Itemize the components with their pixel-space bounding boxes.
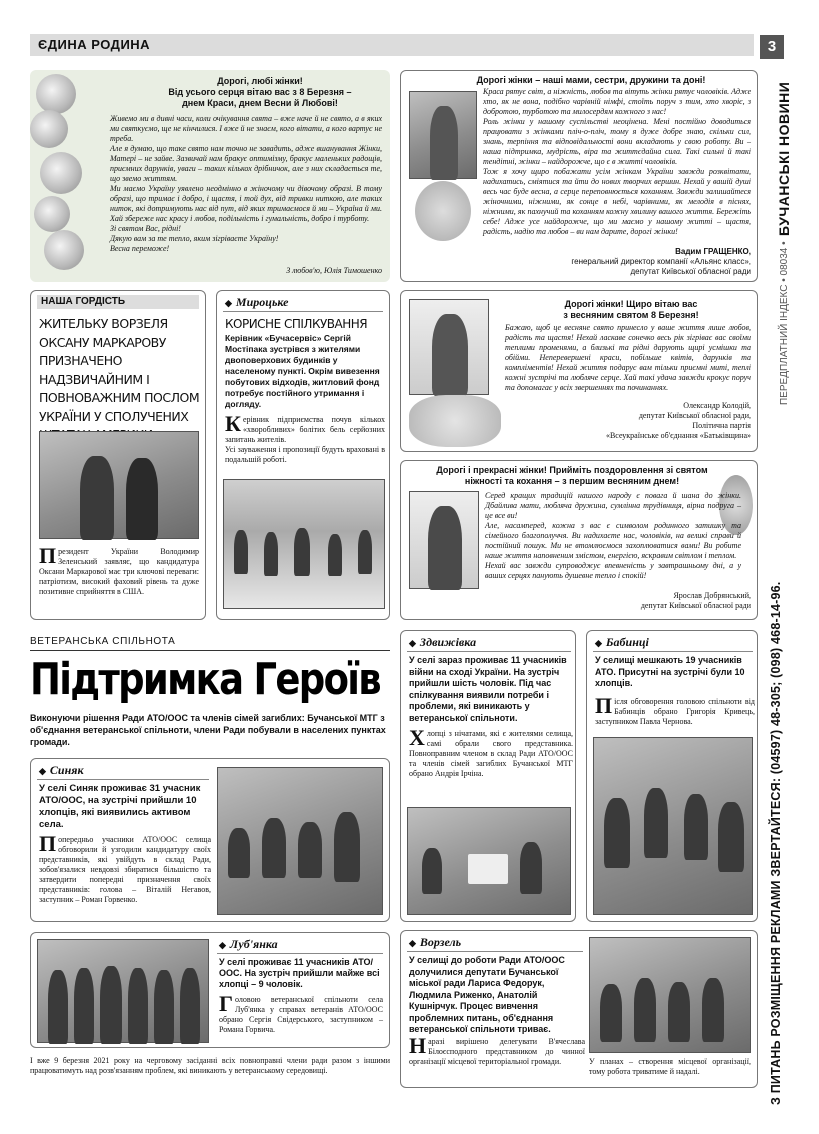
article-body: Попередньо учасники АТО/ООС селища обговорили й узгодили кандидатуру своїх представників, які увійдуть в склад Ради, зобов'язалися невдовзі збиратися більшістю та затвердити попередні призначення своїх представників: голова – Віталій Негавов, заступник – Роман Горвенко. bbox=[39, 831, 211, 904]
article-footer: У планах – створення місцевої організації, тому робота триватиме й надалі. bbox=[589, 1057, 751, 1076]
babyntsi-article bbox=[586, 630, 758, 922]
section-footer-text: І вже 9 березня 2021 року на черговому засіданні всіх повноправні члени ради разом з іншими працюватимуть над розв'язанням проблем, які виникають у ветеранському середовищі. bbox=[30, 1056, 390, 1075]
section-header-bar bbox=[30, 34, 754, 56]
article-body: Хлопці з нічатами, які є жителями селища, самі обрали свого представника. Повноправним членом в склад Ради АТО/ООС та членів сімей загиблих Бучанської МТГ обрано Андрія Ірчіна. bbox=[409, 725, 573, 778]
meeting-photo bbox=[589, 937, 751, 1053]
flower-decoration bbox=[40, 152, 82, 194]
portrait-photo bbox=[409, 299, 489, 395]
section-title: ЄДИНА РОДИНА bbox=[38, 37, 151, 52]
section-headline: Підтримка Героїв bbox=[30, 654, 380, 705]
article-body: Наразі вирішено делегувати В'ячеслава Білоєсподного представником до чинної організації місцевої територіальної громади. bbox=[409, 1033, 585, 1066]
lubyanka-article bbox=[30, 932, 390, 1048]
greeting-title: Дорогі і прекрасні жінки! Прийміть поздоровлення зі святом ніжності та кохання – з першим весняним днем! bbox=[436, 465, 708, 486]
greeting-dobryanskyi bbox=[400, 460, 758, 620]
place-heading: ◆ Бабинці bbox=[595, 635, 649, 650]
divider bbox=[407, 951, 583, 952]
greeting-hrashchenko bbox=[400, 70, 758, 282]
rubric-label: НАША ГОРДІСТЬ bbox=[37, 295, 199, 309]
article-headline: ЖИТЕЛЬКУ ВОРЗЕЛЯ ОКСАНУ МАРКАРОВУ ПРИЗНАЧЕНО НАДЗВИЧАЙНИМ І ПОВНОВАЖНИМ ПОСЛОМ УКРАЇНИ У СПОЛУЧЕНИХ bbox=[39, 316, 200, 424]
greeting-body: Краса рятує світ, а ніжність, любов та вітуть жінки рятує чоловіків. Адже хто, як не вона, подібно чарівній німфі, стоїть поруч з тим, хто хворіє, з добротою, турботою та милосердям кожного з нас! Роль жінки у нашому суспільстві неоцінена. Мені постійно доводиться працювати з жінками пліч-о-пліч, тому я дуже добре знаю, скільки сил, знань, терпіння та відповідальності вони вкладають у свою роботу. Ви – наша підтримка, мудрість, віра та життєдайна сила. Такі сильні й такі тендітні, жінки – найдорожче, що є в житті чоловіків. Тож я хочу щиро побажати усім жінкам України завжди розквітати, надихатись, сміятися та йти до нових творчих вершин. Нехай у вашій душі весь час буде весна, а серце переповнюється коханням. Завжди залишайтеся жіночними, ніжними, як сонце в небі, чарівними, як мелодія в піснях, ніжними, як пахнучий та коханням кожну хвилину вашого життя. Бережіть себе! Адже усе найдорожче, що ми маємо у нашому житті – щастя, радість, надію та любов – ви нам дарите, дорогі жінки! bbox=[483, 87, 751, 236]
greeting-title: Дорогі жінки – наші мами, сестри, дружини та доні! bbox=[476, 75, 706, 85]
place-heading: ◆ Ворзель bbox=[409, 935, 461, 950]
ambassador-photo bbox=[39, 431, 199, 539]
place-heading: ◆ Луб'янка bbox=[219, 937, 278, 952]
greeting-signature: Вадим ГРАЩЕНКО, генеральний директор компанії «Альянс класс», депутат Київської обласної ради bbox=[571, 247, 751, 276]
greeting-tymoshenko bbox=[30, 70, 390, 282]
greeting-body: Живемо ми в дивні часи, коли очікування свята – вже наче й не свято, а в яких ми святкуємо, ще не кінчилися. І вже й не знаєм, кого вітати, а кого вартує не треба. Але я думаю, що таке свято нам точно не завадить, адже вшанування Жінки, Матері – не зайве. Зазвичай нам бракує оптимізму, бракує маленьких радощів, приємних дарунків, уваги – таких кількох дрібничок, але з них складається те, що звемо життям. Ми маємо Україну уявлено неодмінно в жіночому чи дівочому образі. В тому образі, що тримає і добро, і щастя, і той дух, від тривки ниткою, але таких ниток, які дотримують нас від пут, від яких тримаємося й ми – Україна й ми. Хай збереже нас красу і любов, подільність і гумальність, добро і турботу. Зі святом Вас, рідні! Дякую вам за те тепло, яким зігріваєте Україну! Весна переможе! bbox=[110, 114, 382, 253]
article-lead: У селищі мешкають 19 учасників АТО. Присутні на зустрічі були 10 хлопців. bbox=[595, 655, 745, 688]
divider bbox=[30, 650, 390, 651]
flower-decoration bbox=[34, 196, 70, 232]
meeting-photo bbox=[217, 767, 383, 915]
zdvyzhivka-article bbox=[400, 630, 576, 922]
index-vertical: ПЕРЕДПЛАТНИЙ ІНДЕКС • 08034 • bbox=[779, 241, 790, 405]
section-lead: Виконуючи рішення Ради АТО/ООС та членів сімей загиблих: Бучанської МТГ з об'єднання ветеранської спільноти, члени Ради побували в населених пунктах громади. bbox=[30, 713, 386, 747]
divider bbox=[593, 651, 753, 652]
divider bbox=[223, 311, 383, 312]
flower-decoration bbox=[36, 74, 76, 114]
flower-decoration bbox=[44, 230, 84, 270]
myrotske-article bbox=[216, 290, 390, 620]
divider bbox=[217, 953, 383, 954]
greeting-title: Дорогі жінки! Щиро вітаю вас з весняним святом 8 Березня! bbox=[563, 299, 699, 320]
place-heading: ◆ Мироцьке bbox=[225, 295, 288, 310]
flower-decoration bbox=[30, 110, 68, 148]
meeting-photo bbox=[407, 807, 571, 915]
article-body: Після обговорення головою спільноти від Бабинців обрано Григорія Кривець, заступником Павла Чернова. bbox=[595, 693, 755, 726]
article-lead: Керівник «Бучасервіс» Сергій Мостіпака зустрівся з жителями двоповерхових будинків у населеному пункті. Окрім вивезення побутових відходів, житловий фонд потребує постійного утримання і догляду. bbox=[225, 333, 380, 409]
article-lead: У селі проживає 11 учасників АТО/ООС. На зустріч прийшли майже всі хлопці – 9 чоловік. bbox=[219, 957, 380, 989]
greeting-kolodiy bbox=[400, 290, 758, 452]
synyak-article bbox=[30, 758, 390, 922]
meeting-photo bbox=[223, 479, 385, 609]
article-lead: У селі зараз проживає 11 учасників війни на сході України. На зустріч прийшли шість чоловік. Під час спілкування виявили потреби і проблеми, які виникають у ветеранської спільноти. bbox=[409, 655, 567, 723]
greeting-title: Дорогі, любі жінки! Від усього серця вітаю вас з 8 Березня – днем Краси, днем Весни й Любові! bbox=[168, 76, 352, 108]
place-heading: ◆ Синяк bbox=[39, 763, 84, 778]
place-heading: ◆ Здвижівка bbox=[409, 635, 476, 650]
ads-vertical: З ПИТАНЬ РОЗМІЩЕННЯ РЕКЛАМИ ЗВЕРТАЙТЕСЯ: (04597) 48-305; (098) 468-14-96. bbox=[769, 581, 783, 1105]
article-body: Керівник підприємства почув кількох «хворобливих» болітих бель серйозних запитань жителів. Усі зауваження і пропозиції будуть враховані в подальшій роботі. bbox=[225, 411, 385, 464]
article-body: Президент України Володимир Зеленський заявляє, що кандидатура Оксани Маркарової має три ключові переваги: патріотизм, високий фаховий рівень та дуже позитивне сприйняття в США. bbox=[39, 543, 199, 596]
page-number: 3 bbox=[760, 35, 784, 59]
portrait-photo bbox=[409, 91, 477, 179]
article-lead: У селі Синяк проживає 31 учасник АТО/ООС, на зустрічі прийшли 10 хлопців, які виявились активом села. bbox=[39, 783, 201, 830]
greeting-signature: З любов'ю, Юлія Тимошенко bbox=[286, 266, 382, 275]
flowers-graphic bbox=[409, 395, 501, 447]
divider bbox=[37, 779, 209, 780]
greeting-body: Бажаю, щоб це весняне свято принесло у ваше життя лише любов, радість та щастя! Нехай ласкаве сонечко весь рік зігріває вас своїми теплими променями, а близькі та рідні дарують щирі усмішки та обійми. Неперевершені краси, побільше квітів, дарунків та компліментів! Нехай життя подарує вам тільки приємні миті, теплі кожні зустрічі та любляче серце. Хай такі удача завжди крокує поруч та допомагає у всіх звершеннях та починаннях. bbox=[505, 323, 751, 392]
portrait-photo bbox=[409, 491, 479, 589]
article-lead: У селищі до роботи Ради АТО/ООС долучилися депутати Бучанської міської ради Лариса Федорук, Людмила Риженко, Анатолій Кушнірчук. Процес вивчення проблемних питань, об'єднання ветеранської спільноти триває. bbox=[409, 955, 565, 1034]
group-photo bbox=[37, 939, 209, 1043]
vorzel-article bbox=[400, 930, 758, 1088]
rubric-label: ВЕТЕРАНСЬКА СПІЛЬНОТА bbox=[30, 636, 176, 647]
article-body: Головою ветеранської спільноти села Луб'янка у справах ветеранів АТО/ООС обрано Сергія Свідерського, заступником – Романа Горвича. bbox=[219, 991, 383, 1034]
meeting-photo bbox=[593, 737, 753, 915]
eight-march-graphic bbox=[415, 181, 471, 241]
greeting-signature: Ярослав Добрянський, депутат Київської обласної ради bbox=[640, 591, 751, 610]
brand-vertical: БУЧАНСЬКІ НОВИНИ bbox=[776, 81, 792, 236]
pride-article bbox=[30, 290, 206, 620]
greeting-signature: Олександр Колодій, депутат Київської обласної ради, Політична партія «Всеукраїнське об'єднання «Батьківщина» bbox=[605, 401, 751, 440]
divider bbox=[407, 651, 571, 652]
greeting-body: Серед кращих традицій нашого народу є повага й шана до жінки. Дбайлива мати, любляча дружина, сумлінна трудівниця, вірна подруга – це все ви! Але, насамперед, кожна з вас є символом родинного затишку та сімейного благополуччя. Ви надихаєте нас, чоловіків, на великі справи й постійний пошук. Ми не втомлюємося захоплюватися вами! Ви робите наше життя наповненим змістом, енергією, яскравим світлом і теплом. Нехай вас завжди супроводжує впевненість у завтрашньому дні, а у ваших серцях панують душевне тепло і спокій! bbox=[485, 491, 741, 580]
article-headline: КОРИСНЕ СПІЛКУВАННЯ bbox=[225, 317, 368, 331]
